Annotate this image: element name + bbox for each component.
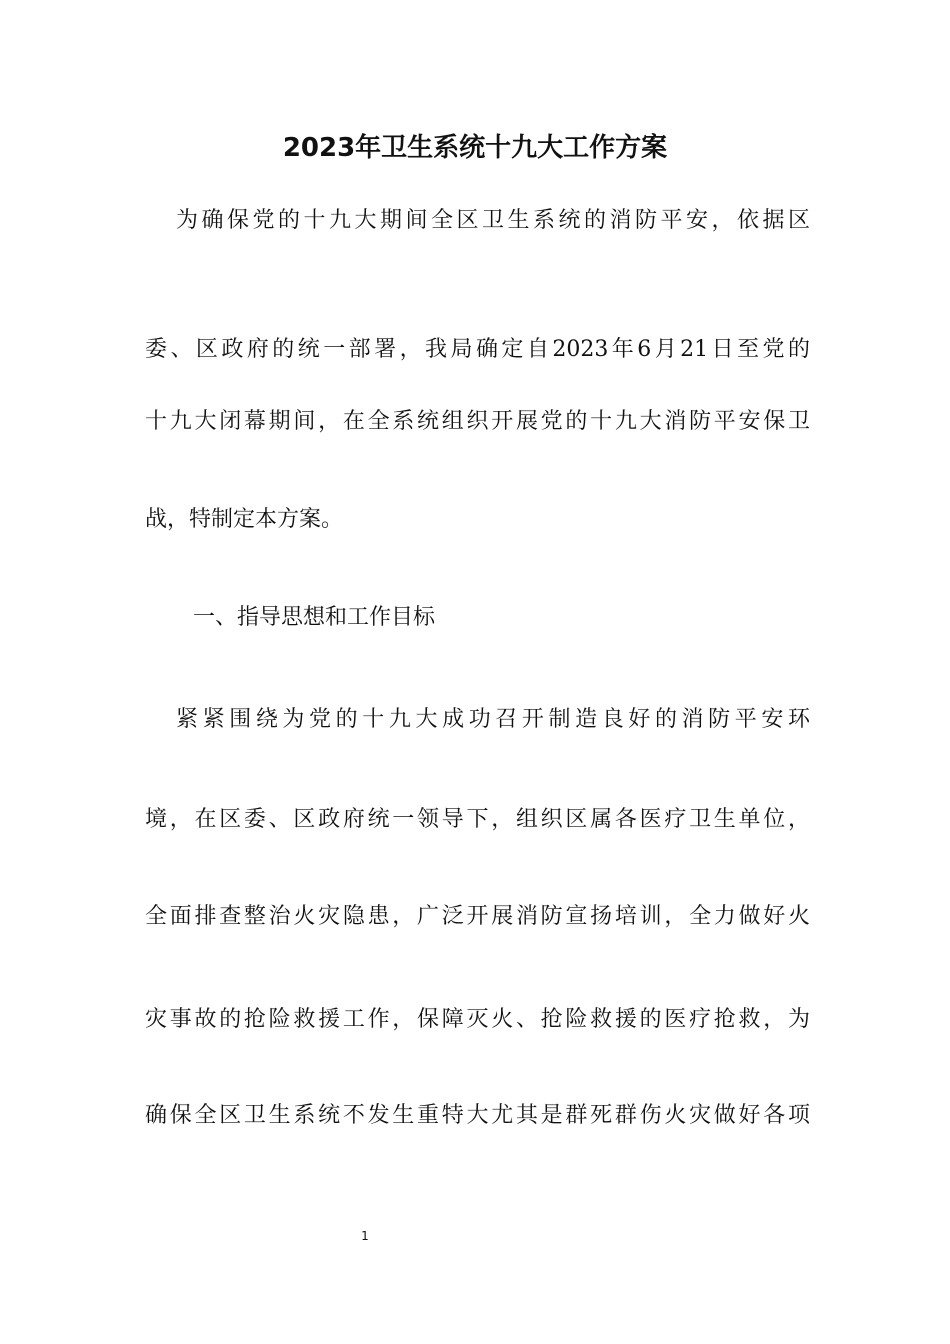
paragraph-line: 紧紧围绕为党的十九大成功召开制造良好的消防平安环 <box>176 707 810 732</box>
paragraph-line: 全面排查整治火灾隐患，广泛开展消防宣扬培训，全力做好火 <box>145 904 810 929</box>
document-title: 2023年卫生系统十九大工作方案 <box>282 133 668 163</box>
paragraph-line: 灾事故的抢险救援工作，保障灭火、抢险救援的医疗抢救，为 <box>145 1007 810 1032</box>
paragraph-line: 十九大闭幕期间，在全系统组织开展党的十九大消防平安保卫 <box>145 409 810 434</box>
page-number: 1 <box>361 1229 369 1243</box>
paragraph-line: 为确保党的十九大期间全区卫生系统的消防平安，依据区 <box>176 208 810 233</box>
paragraph-line: 确保全区卫生系统不发生重特大尤其是群死群伤火灾做好各项 <box>145 1103 810 1128</box>
paragraph-line: 战，特制定本方案。 <box>145 507 344 532</box>
section-heading: 一、指导思想和工作目标 <box>193 605 436 630</box>
paragraph-line: 境，在区委、区政府统一领导下，组织区属各医疗卫生单位， <box>145 807 810 832</box>
paragraph-line: 委、区政府的统一部署，我局确定自2023年6月21日至党的 <box>145 337 810 362</box>
